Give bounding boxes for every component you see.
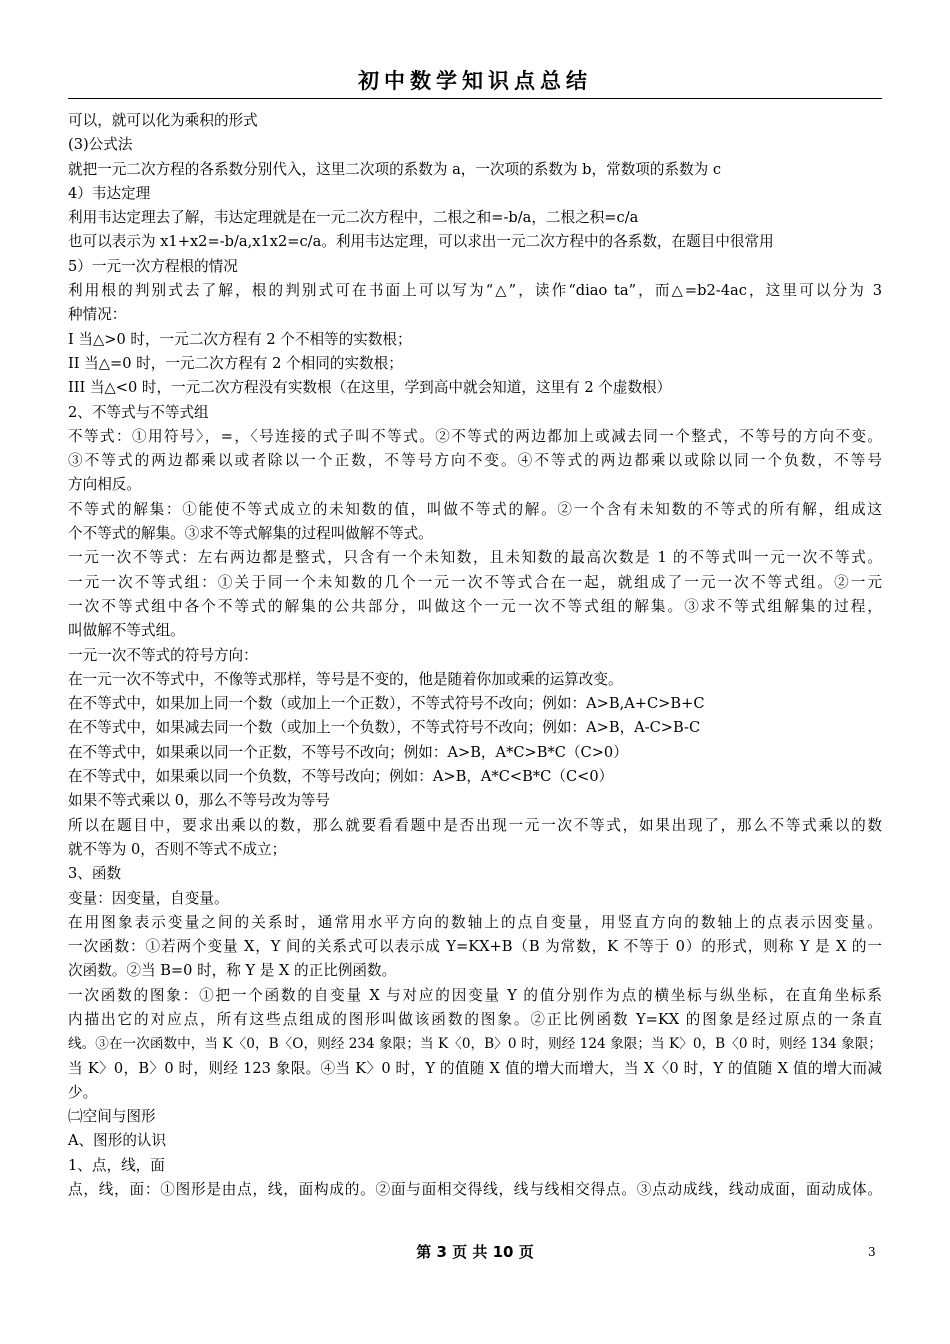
text-line: 所以在题目中，要求出乘以的数，那么就要看看题中是否出现一元一次不等式，如果出现了，那么不等式乘以的数: [68, 816, 882, 834]
text-line: 个不等式的解集。③求不等式解集的过程叫做解不等式。: [68, 525, 433, 543]
text-line: 利用根的判别式去了解，根的判别式可在书面上可以写为“△”，读作“diao ta”，而△=b2-4ac，这里可以分为 3: [68, 282, 882, 300]
page-title: 初中数学知识点总结: [358, 69, 592, 93]
text-line: 3、函数: [68, 865, 122, 883]
text-line: A、图形的认识: [68, 1132, 167, 1150]
text-line: 在不等式中，如果乘以同一个负数，不等号改向；例如：A>B，A*C<B*C（C<0）: [68, 768, 614, 786]
page-number: 3: [868, 1245, 876, 1259]
text-line: ㈡空间与图形: [68, 1108, 156, 1126]
text-line: 一次函数：①若两个变量 X，Y 间的关系式可以表示成 Y=KX+B（B 为常数，K 不等于 0）的形式，则称 Y 是 X 的一: [68, 938, 882, 956]
text-line: ③不等式的两边都乘以或者除以一个正数，不等号方向不变。④不等式的两边都乘以或除以同一个负数，不等号: [68, 452, 882, 470]
title-divider: [68, 98, 882, 99]
text-line: 线。③在一次函数中，当 K〈0，B〈O，则经 234 象限；当 K〈0，B〉0 时，则经 124 象限；当 K〉0，B〈0 时，则经 134 象限；: [68, 1036, 882, 1053]
text-line: 少。: [68, 1083, 98, 1101]
text-line: 一元一次不等式的符号方向：: [68, 646, 258, 664]
text-line: 方向相反。: [68, 476, 141, 494]
text-line: 内描出它的对应点，所有这些点组成的图形叫做该函数的图象。②正比例函数 Y=KX 的图象是经过原点的一条直: [68, 1010, 882, 1028]
text-line: (3)公式法: [68, 136, 133, 154]
text-line: 就把一元二次方程的各系数分别代入，这里二次项的系数为 a，一次项的系数为 b，常数项的系数为 c: [68, 160, 722, 178]
text-line: 一次不等式组中各个不等式的解集的公共部分，叫做这个一元一次不等式组的解集。③求不等式组解集的过程，: [68, 597, 882, 615]
text-line: 次函数。②当 B=0 时，称 Y 是 X 的正比例函数。: [68, 962, 397, 980]
text-line: 种情况：: [68, 306, 127, 324]
text-line: 一元一次不等式组：①关于同一个未知数的几个一元一次不等式合在一起，就组成了一元一次不等式组。②一元: [68, 573, 882, 591]
text-line: 在一元一次不等式中，不像等式那样，等号是不变的，他是随着你加或乘的运算改变。: [68, 670, 623, 688]
text-line: 当 K〉0，B〉0 时，则经 123 象限。④当 K〉0 时，Y 的值随 X 值的增大而增大，当 X〈0 时，Y 的值随 X 值的增大而减: [68, 1059, 882, 1077]
body-text: [68, 109, 882, 1202]
text-line: 可以，就可以化为乘积的形式: [68, 112, 258, 129]
text-line: 不等式：①用符号〉，=，〈号连接的式子叫不等式。②不等式的两边都加上或减去同一个整式，不等号的方向不变。: [68, 427, 882, 445]
text-line: 叫做解不等式组。: [68, 622, 185, 640]
text-line: 一次函数的图象：①把一个函数的自变量 X 与对应的因变量 Y 的值分别作为点的横坐标与纵坐标，在直角坐标系: [68, 986, 882, 1004]
page-footer: 第 3 页 共 10 页: [416, 1243, 534, 1261]
text-line: 1、点，线，面: [68, 1156, 165, 1174]
text-line: 在用图象表示变量之间的关系时，通常用水平方向的数轴上的点自变量，用竖直方向的数轴上的点表示因变量。: [68, 913, 882, 931]
text-line: 点，线，面：①图形是由点，线，面构成的。②面与面相交得线，线与线相交得点。③点动成线，线动成面，面动成体。: [68, 1181, 882, 1199]
text-line: 也可以表示为 x1+x2=-b/a,x1x2=c/a。利用韦达定理，可以求出一元二次方程中的各系数，在题目中很常用: [68, 233, 774, 251]
text-line: I 当△>0 时，一元二次方程有 2 个不相等的实数根；: [68, 330, 412, 348]
text-line: 在不等式中，如果乘以同一个正数，不等号不改向；例如：A>B，A*C>B*C（C>0）: [68, 743, 628, 761]
text-line: 不等式的解集：①能使不等式成立的未知数的值，叫做不等式的解。②一个含有未知数的不等式的所有解，组成这: [68, 500, 882, 518]
text-line: 就不等为 0，否则不等式不成立；: [68, 840, 287, 858]
text-line: 2、不等式与不等式组: [68, 403, 209, 421]
text-line: 5）一元一次方程根的情况: [68, 257, 238, 275]
text-line: 一元一次不等式：左右两边都是整式，只含有一个未知数，且未知数的最高次数是 1 的不等式叫一元一次不等式。: [68, 549, 882, 567]
text-line: 利用韦达定理去了解，韦达定理就是在一元二次方程中，二根之和=-b/a，二根之积=c/a: [68, 209, 639, 227]
text-line: 在不等式中，如果加上同一个数（或加上一个正数），不等式符号不改向；例如：A>B,A+C>B+C: [68, 695, 705, 713]
text-line: 4）韦达定理: [68, 184, 151, 202]
text-line: III 当△<0 时，一元二次方程没有实数根（在这里，学到高中就会知道，这里有 2 个虚数根）: [68, 379, 672, 397]
text-line: II 当△=0 时，一元二次方程有 2 个相同的实数根；: [68, 354, 403, 372]
text-line: 在不等式中，如果减去同一个数（或加上一个负数），不等式符号不改向；例如：A>B，A-C>B-C: [68, 719, 701, 737]
text-line: 如果不等式乘以 0，那么不等号改为等号: [68, 792, 331, 810]
text-line: 变量：因变量，自变量。: [68, 889, 229, 907]
